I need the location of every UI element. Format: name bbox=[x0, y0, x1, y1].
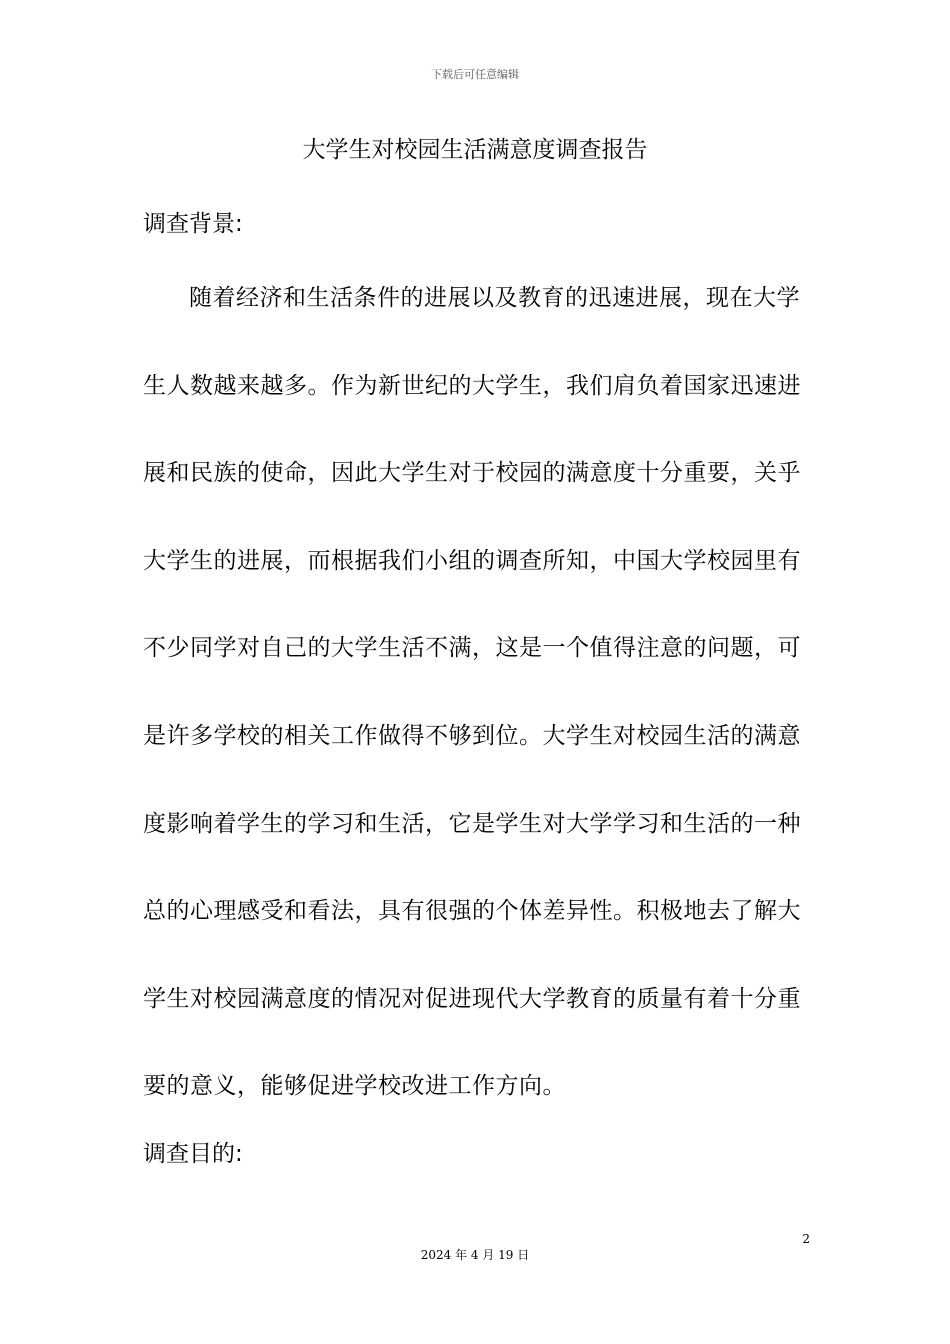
paragraph-line: 随着经济和生活条件的进展以及教育的迅速进展，现在大学 bbox=[189, 285, 800, 311]
paragraph-line: 要的意义，能够促进学校改进工作方向。 bbox=[143, 1073, 566, 1100]
page-footer-date: 2024 年 4 月 19 日 bbox=[420, 1248, 530, 1262]
document-title: 大学生对校园生活满意度调查报告 bbox=[302, 137, 648, 163]
page-header: 下载后可任意编辑 bbox=[431, 68, 519, 81]
paragraph-line: 不少同学对自己的大学生活不满，这是一个值得注意的问题，可 bbox=[143, 635, 801, 662]
paragraph-line: 生人数越来越多。作为新世纪的大学生，我们肩负着国家迅速进 bbox=[143, 372, 801, 399]
section-heading-background: 调查背景: bbox=[143, 211, 243, 237]
paragraph-line: 度影响着学生的学习和生活，它是学生对大学学习和生活的一种 bbox=[143, 810, 801, 837]
paragraph-line: 大学生的进展，而根据我们小组的调查所知，中国大学校园里有 bbox=[143, 547, 801, 574]
paragraph-line: 学生对校园满意度的情况对促进现代大学教育的质量有着十分重 bbox=[143, 985, 801, 1012]
paragraph-line: 是许多学校的相关工作做得不够到位。大学生对校园生活的满意 bbox=[143, 722, 801, 749]
page-number: 2 bbox=[802, 1232, 810, 1246]
body-paragraph bbox=[143, 280, 807, 1156]
paragraph-line: 展和民族的使命，因此大学生对于校园的满意度十分重要，关乎 bbox=[143, 460, 801, 487]
paragraph-line: 总的心理感受和看法，具有很强的个体差异性。积极地去了解大 bbox=[143, 898, 801, 925]
section-heading-purpose: 调查目的: bbox=[143, 1141, 243, 1167]
